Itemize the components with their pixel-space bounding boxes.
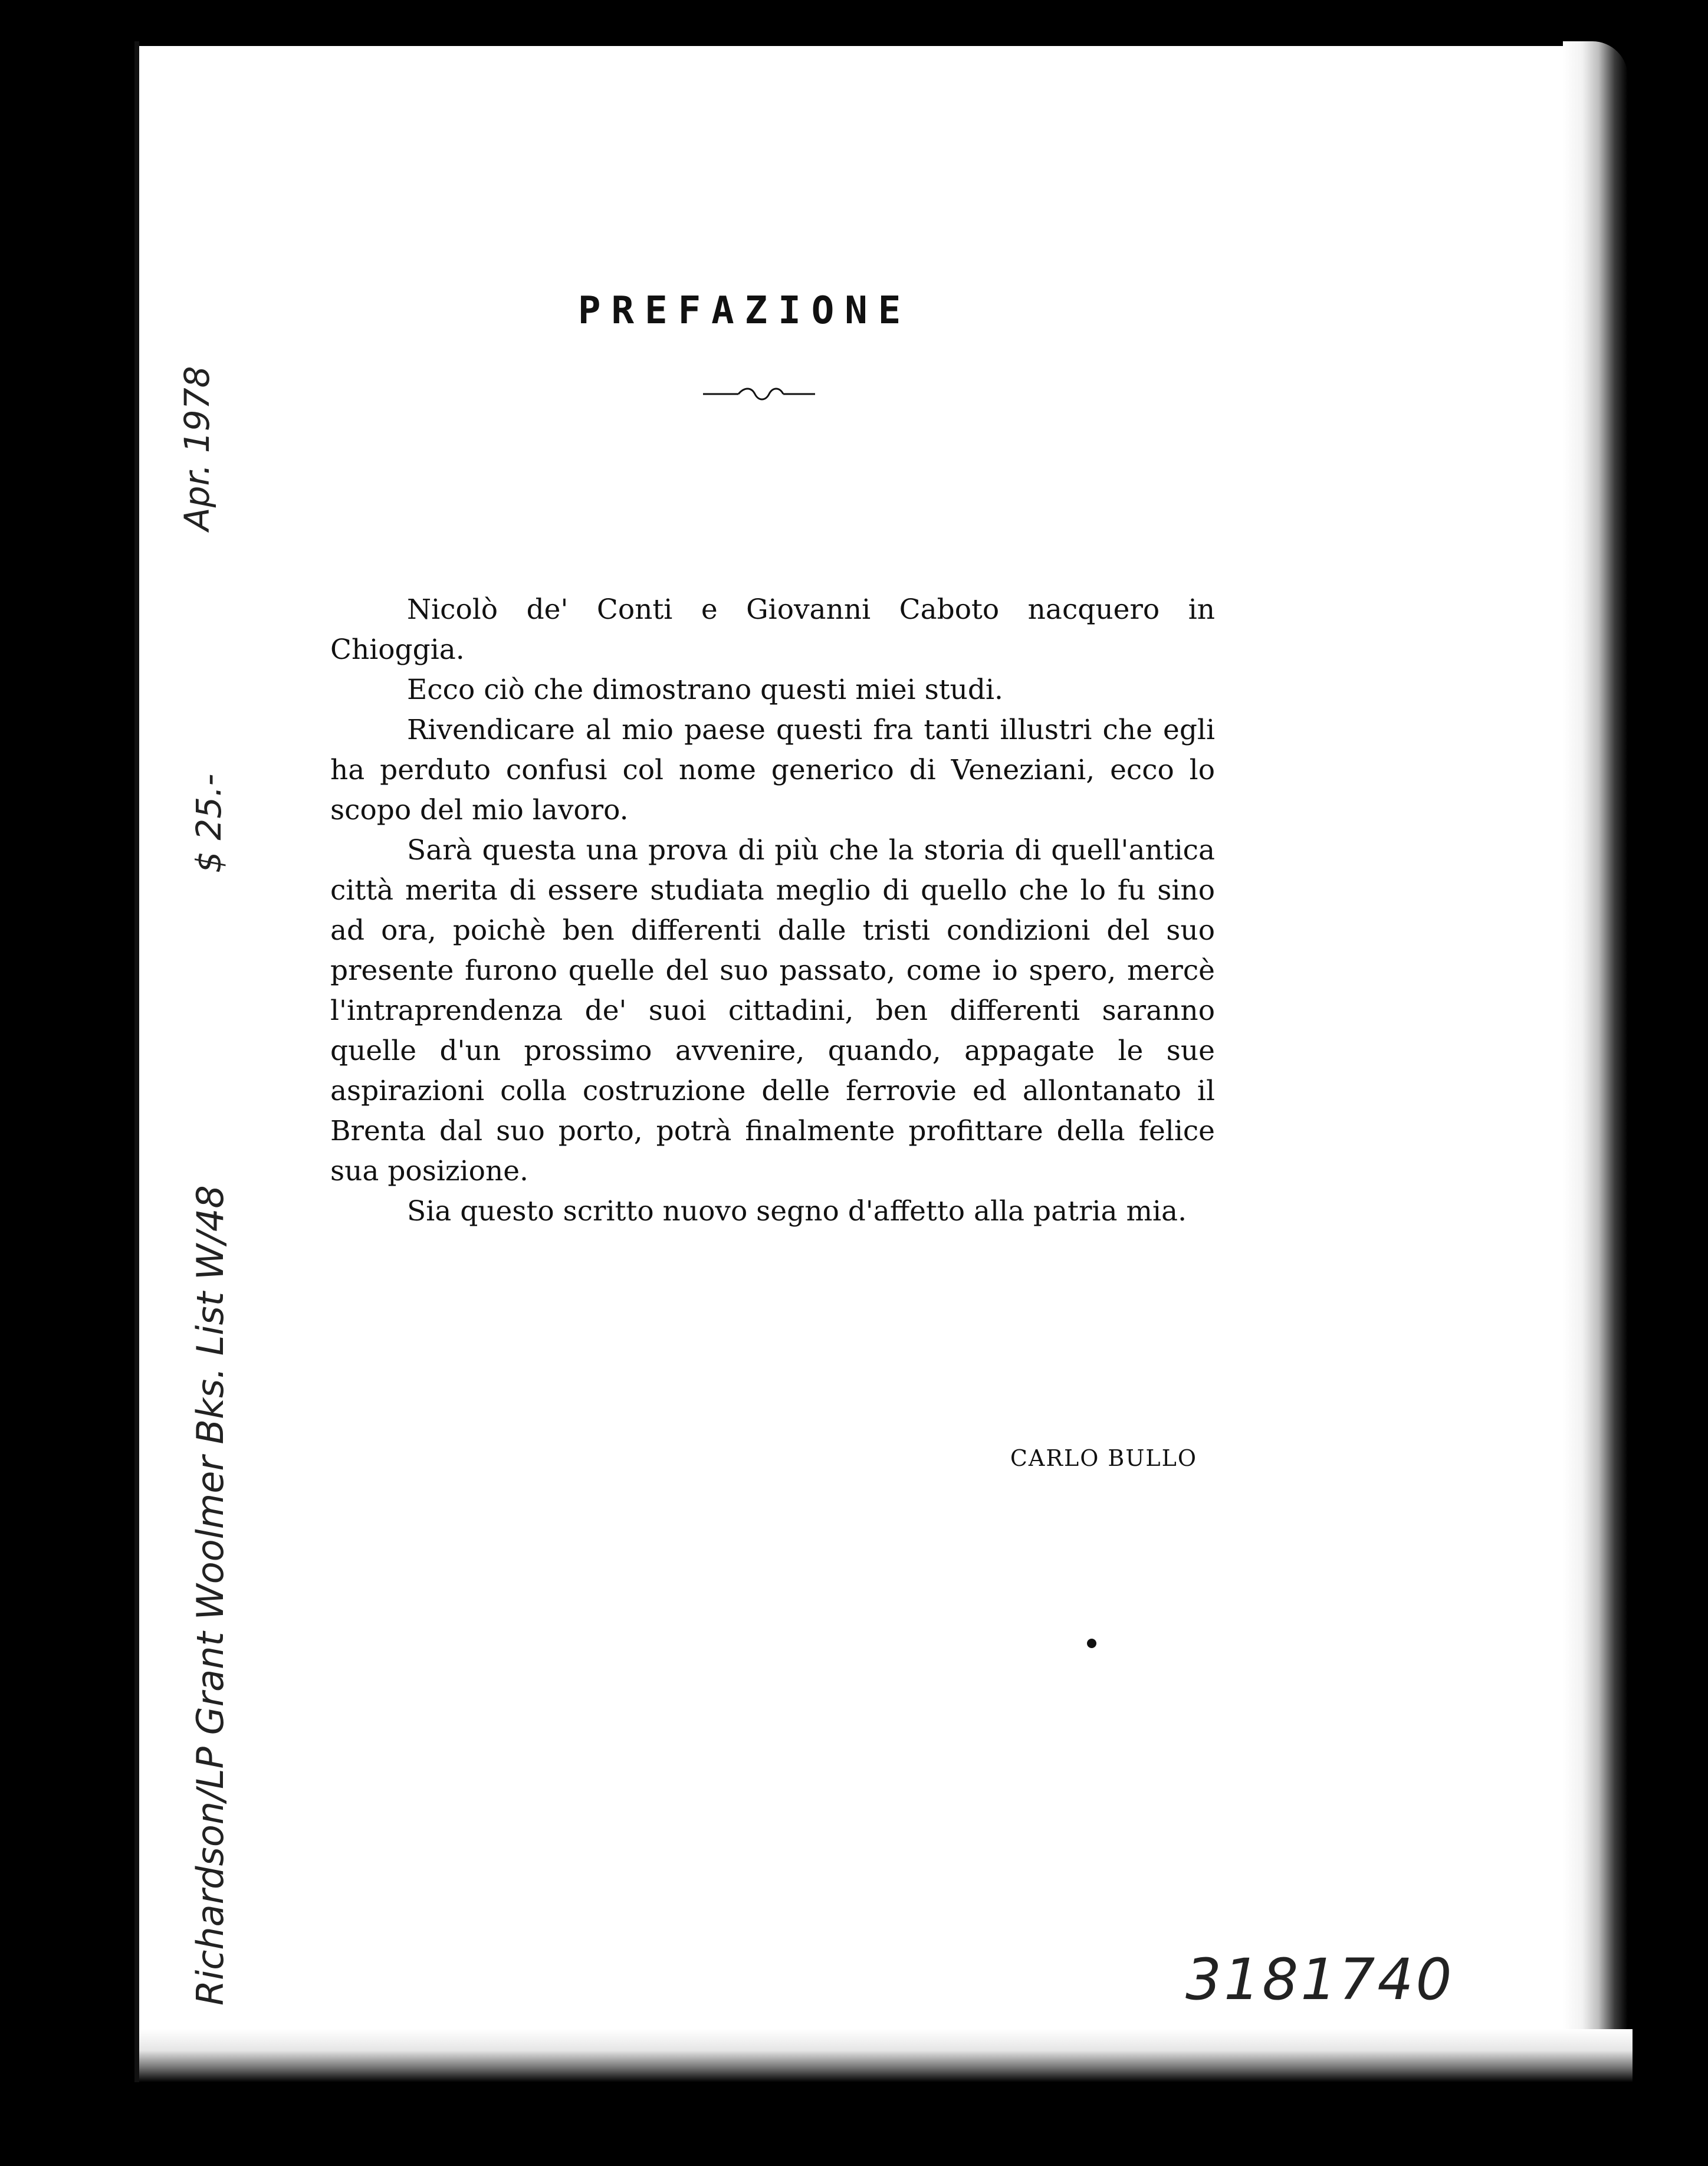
- ink-dot: [1087, 1639, 1096, 1648]
- margin-note-price: $ 25.-: [189, 773, 229, 873]
- paragraph: Sia questo scritto nuovo segno d'affetto alla patria mia.: [407, 1195, 1187, 1228]
- margin-note-source: Richardson/LP Grant Woolmer Bks. List W/48: [189, 1185, 232, 2006]
- accession-number: 3181740: [1185, 1947, 1454, 2013]
- paragraph: Ecco ciò che dimostrano questi miei studi.: [407, 674, 1003, 706]
- paragraph: Sarà questa una prova di più che la storia di quell'antica città merita di essere studiata meglio di quello che lo fu sino ad ora, poichè ben differenti dalle tristi condizioni del suo presente furono quelle del suo passato, come io spero, mercè l'intraprendenza de' suoi cittadini, ben differenti saranno quelle d'un prossimo avvenire, quando, appagate le sue aspirazioni colla costruzione delle ferrovie ed allontanato il Brenta dal suo porto, potrà finalmente profittare della felice sua posizione.: [330, 834, 1215, 1187]
- author-signature: CARLO BULLO: [1010, 1445, 1197, 1471]
- page-title: PREFAZIONE: [578, 289, 912, 333]
- margin-note-date: Apr. 1978: [177, 366, 217, 531]
- paragraph: Rivendicare al mio paese questi fra tanti illustri che egli ha perduto confusi col nome generico di Veneziani, ecco lo scopo del mio lavoro.: [330, 714, 1215, 826]
- paragraph: Nicolò de' Conti e Giovanni Caboto nacquero in Chioggia.: [330, 593, 1215, 666]
- preface-body: [330, 590, 1215, 1232]
- page-edge-right: [1563, 41, 1628, 2070]
- page-edge-bottom: [134, 2029, 1633, 2082]
- title-ornament: [703, 382, 815, 406]
- binding-edge: [134, 41, 139, 2082]
